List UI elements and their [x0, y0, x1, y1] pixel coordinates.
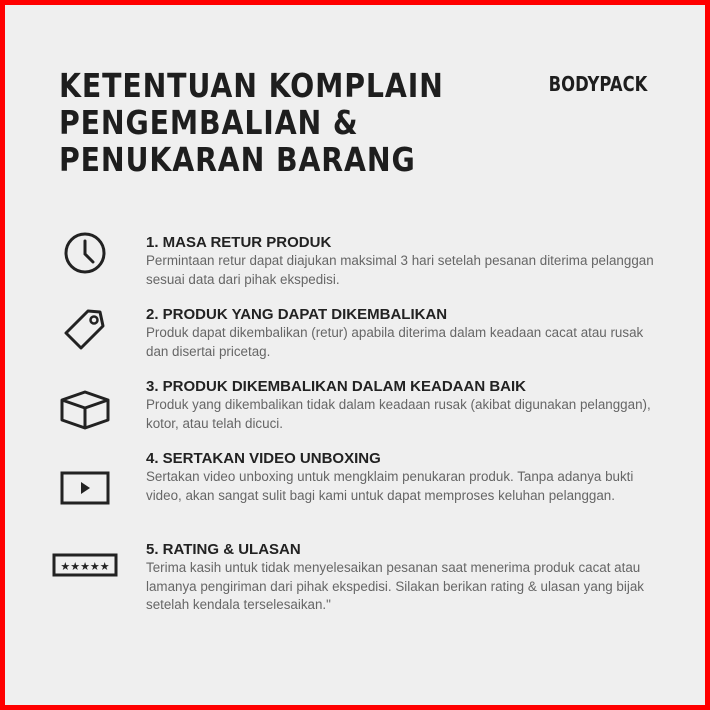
item-description: Permintaan retur dapat diajukan maksimal 3 hari setelah pesanan diterima pelanggan sesuai data dari pihak ekspedisi. [146, 253, 654, 287]
item-title: 3. PRODUK DIKEMBALIKAN DALAM KEADAAN BAIK [146, 378, 526, 395]
item-title: 5. RATING & ULASAN [146, 541, 301, 558]
item-description: Terima kasih untuk tidak menyelesaikan pesanan saat menerima produk cacat atau lamanya pengiriman dari pihak ekspedisi. Silakan berikan rating & ulasan yang bijak setelah kendala terselesaikan." [146, 560, 644, 612]
item-description: Produk yang dikembalikan tidak dalam keadaan rusak (akibat digunakan pelanggan), kotor, atau telah dicuci. [146, 397, 651, 431]
box-icon [50, 382, 120, 438]
item-title: 4. SERTAKAN VIDEO UNBOXING [146, 450, 381, 467]
title-line-3: PENUKARAN BARANG [59, 140, 416, 179]
star-rating-icon [50, 537, 120, 593]
item-description: Produk dapat dikembalikan (retur) apabila diterima dalam keadaan cacat atau rusak dan disertai pricetag. [146, 325, 644, 359]
clock-icon [50, 225, 120, 281]
item-title: 1. MASA RETUR PRODUK [146, 234, 332, 251]
title-line-1: KETENTUAN KOMPLAIN [59, 66, 444, 105]
item-title: 2. PRODUK YANG DAPAT DIKEMBALIKAN [146, 306, 448, 323]
title-line-2: PENGEMBALIAN & [59, 103, 359, 142]
brand-logo: BODYPACK [548, 72, 647, 96]
price-tag-icon [50, 301, 120, 357]
video-play-icon [50, 460, 120, 516]
item-description: Sertakan video unboxing untuk mengklaim penukaran produk. Tanpa adanya bukti video, akan sangat sulit bagi kami untuk dapat memproses keluhan pelanggan. [146, 469, 634, 503]
page-title [59, 66, 444, 179]
svg-text:★★★★★: ★★★★★ [60, 560, 110, 573]
